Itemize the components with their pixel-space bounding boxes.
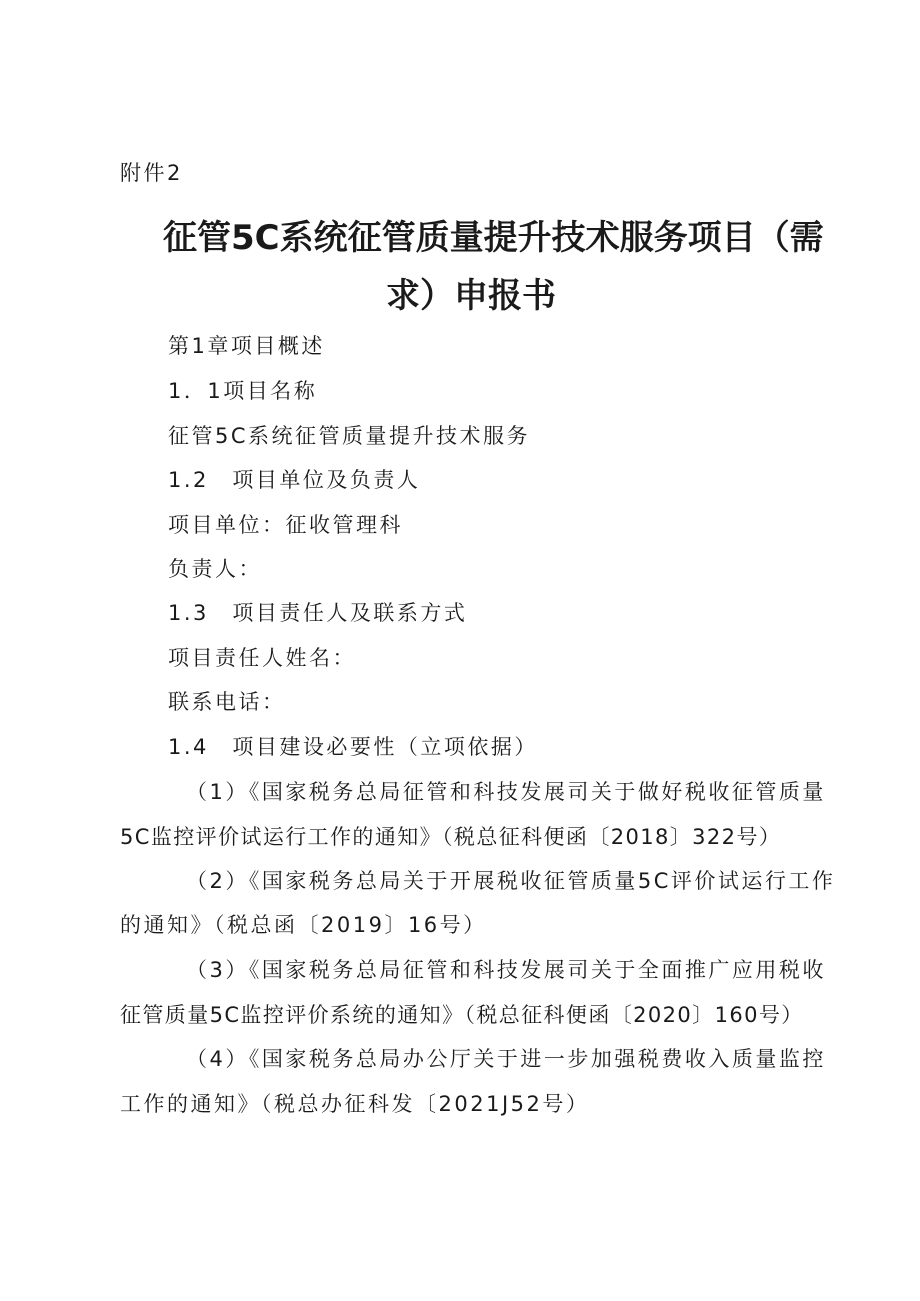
basis-item-4-line1: （4）《国家税务总局办公厅关于进一步加强税费收入质量监控 xyxy=(186,1047,826,1071)
attachment-label: 附件2 xyxy=(120,161,183,185)
basis-item-2-line2: 的通知》（税总函〔2019〕16号） xyxy=(120,913,487,937)
section-1-4-heading: 1.4 项目建设必要性（立项依据） xyxy=(168,735,538,759)
contact-phone: 联系电话： xyxy=(168,690,286,714)
basis-item-3-line1: （3）《国家税务总局征管和科技发展司关于全面推广应用税收 xyxy=(186,958,826,982)
section-1-1-heading: 1．1项目名称 xyxy=(168,379,318,403)
document-title-line2: 求）申报书 xyxy=(386,276,556,316)
project-name-value: 征管5C系统征管质量提升技术服务 xyxy=(168,424,531,448)
basis-item-2-line1: （2）《国家税务总局关于开展税收征管质量5C评价试运行工作 xyxy=(186,869,836,893)
project-unit: 项目单位：征收管理科 xyxy=(168,513,403,537)
section-1-2-heading: 1.2 项目单位及负责人 xyxy=(168,468,421,492)
section-1-3-heading: 1.3 项目责任人及联系方式 xyxy=(168,601,468,625)
chapter-heading: 第1章项目概述 xyxy=(168,334,325,358)
basis-item-3-line2: 征管质量5C监控评价系统的通知》（税总征科便函〔2020〕160号） xyxy=(120,1003,804,1027)
basis-item-1-line1: （1）《国家税务总局征管和科技发展司关于做好税收征管质量 xyxy=(186,780,826,804)
document-title-line1: 征管5C系统征管质量提升技术服务项目（需 xyxy=(163,218,824,258)
basis-item-1-line2: 5C监控评价试运行工作的通知》（税总征科便函〔2018〕322号） xyxy=(120,825,782,849)
project-leader: 负责人： xyxy=(168,557,262,581)
basis-item-4-line2: 工作的通知》（税总办征科发〔2021J52号） xyxy=(120,1092,590,1116)
responsible-person-name: 项目责任人姓名： xyxy=(168,646,356,670)
